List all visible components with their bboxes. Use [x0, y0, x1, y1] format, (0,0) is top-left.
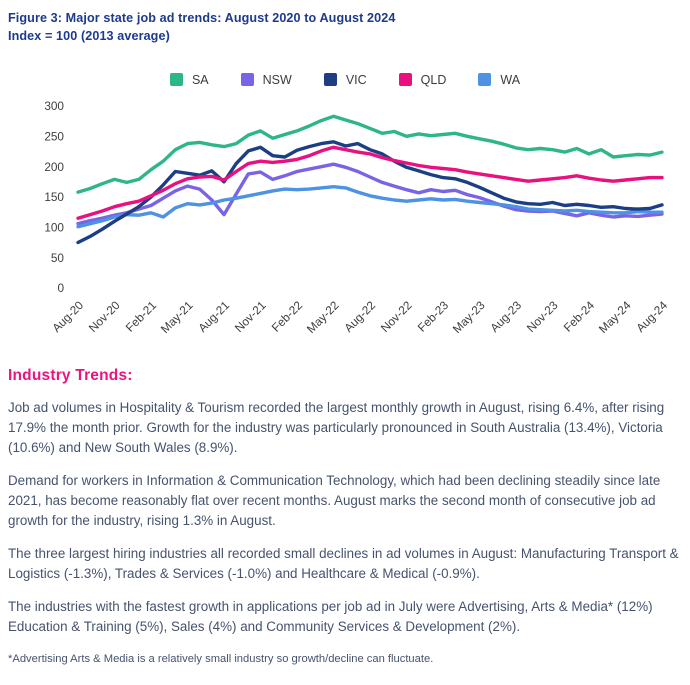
- legend-label-qld: QLD: [420, 72, 447, 87]
- series-line-wa: [78, 186, 662, 226]
- x-axis-tick-Aug-23: Aug-23: [487, 297, 525, 335]
- trend-chart: [0, 92, 690, 352]
- legend-swatch-sa: [170, 73, 183, 86]
- y-axis-tick-50: 50: [50, 250, 64, 265]
- x-axis-tick-Nov-21: Nov-21: [231, 297, 269, 335]
- x-axis-tick-May-21: May-21: [157, 297, 196, 336]
- legend-swatch-nsw: [241, 73, 254, 86]
- industry-trends-section: [0, 367, 690, 638]
- legend-label-sa: SA: [191, 72, 209, 87]
- legend-swatch-wa: [478, 73, 491, 86]
- legend-label-vic: VIC: [345, 72, 367, 87]
- x-axis-tick-Feb-22: Feb-22: [268, 297, 306, 335]
- chart-legend: [0, 72, 690, 88]
- x-axis-tick-May-23: May-23: [449, 297, 488, 336]
- y-axis-tick-250: 250: [44, 129, 64, 144]
- legend-item-vic: [324, 73, 367, 87]
- x-axis-tick-Nov-23: Nov-23: [523, 297, 561, 335]
- y-axis-tick-300: 300: [44, 98, 64, 113]
- figure-title-line1: Figure 3: Major state job ad trends: August 2020 to August 2024: [8, 11, 396, 25]
- paragraph-ict: Demand for workers in Information & Communication Technology, which had been declining steadily since late 2021, has become reasonably flat over recent months. August marks the second month of consecutive job ad growth for the industry, rising 1.3% in August.: [8, 472, 661, 529]
- legend-label-nsw: NSW: [262, 72, 292, 87]
- x-axis-tick-Feb-24: Feb-24: [560, 297, 598, 335]
- paragraph-hospitality: Job ad volumes in Hospitality & Tourism recorded the largest monthly growth in August, rising 6.4%, after rising 17.9% the month prior. Growth for the industry was particularly pronounced in South Australia (13.4%), Victoria (10.6%) and New South Wales (8.9%).: [8, 399, 665, 455]
- x-axis-tick-May-22: May-22: [303, 297, 342, 336]
- paragraph-hiring-industries: The three largest hiring industries all recorded small declines in ad volumes in August: Manufacturing Transport & Logistics (-1.3%), Trades & Services (-1.0%) and Healthcare & Medical (-0.9%).: [8, 546, 679, 582]
- chart-area: [0, 92, 690, 357]
- y-axis-tick-200: 200: [44, 159, 64, 174]
- x-axis-tick-Aug-24: Aug-24: [633, 297, 671, 335]
- figure-title-line2: Index = 100 (2013 average): [8, 29, 170, 44]
- paragraph-applications-growth: The industries with the fastest growth in applications per job ad in July were Advertising, Arts & Media* (12%) Education & Training (5%), Sales (4%) and Community Services & Development (2%).: [8, 599, 653, 635]
- y-axis-tick-100: 100: [44, 220, 64, 235]
- x-axis-tick-May-24: May-24: [595, 297, 634, 336]
- figure-title: [0, 0, 690, 46]
- y-axis-tick-0: 0: [57, 280, 64, 295]
- legend-item-qld: [399, 73, 447, 87]
- x-axis-tick-Nov-20: Nov-20: [85, 297, 123, 335]
- legend-swatch-vic: [324, 73, 337, 86]
- x-axis-tick-Aug-21: Aug-21: [195, 297, 233, 335]
- x-axis-tick-Feb-21: Feb-21: [122, 297, 160, 335]
- section-heading: Industry Trends:: [8, 366, 133, 384]
- x-axis-tick-Aug-22: Aug-22: [341, 297, 379, 335]
- legend-item-nsw: [241, 73, 292, 87]
- legend-swatch-qld: [399, 73, 412, 86]
- legend-item-wa: [478, 73, 520, 87]
- y-axis-tick-150: 150: [44, 189, 64, 204]
- x-axis-tick-Aug-20: Aug-20: [49, 297, 87, 335]
- footnote: *Advertising Arts & Media is a relatively small industry so growth/decline can fluctuate.: [8, 652, 434, 665]
- legend-item-sa: [170, 73, 209, 87]
- x-axis-tick-Feb-23: Feb-23: [414, 297, 452, 335]
- legend-label-wa: WA: [500, 72, 521, 87]
- x-axis-tick-Nov-22: Nov-22: [377, 297, 415, 335]
